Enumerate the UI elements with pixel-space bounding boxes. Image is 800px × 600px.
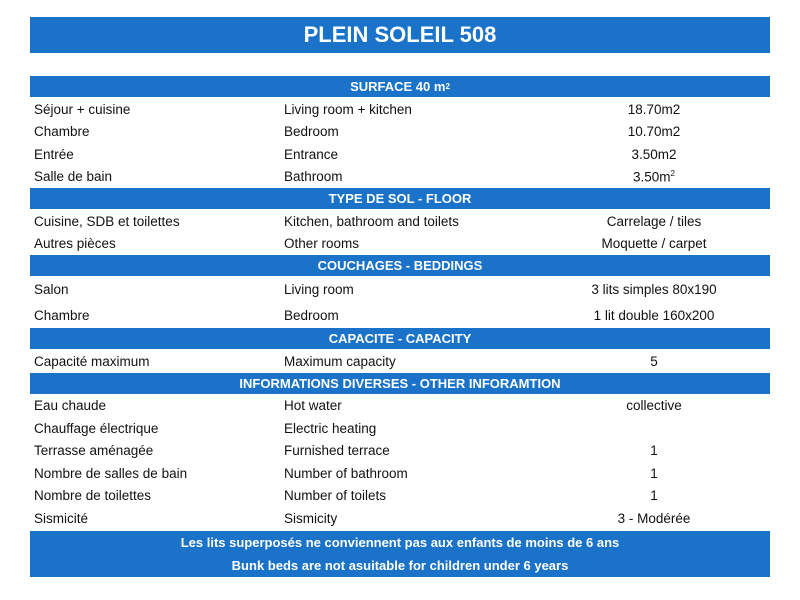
- table-row: [30, 166, 770, 189]
- value: 18.70m2: [627, 101, 681, 117]
- surface-header-sup: 2: [445, 82, 450, 91]
- label-en: Kitchen, bathroom and toilets: [284, 213, 459, 229]
- value: 5: [650, 353, 658, 369]
- footer-line-en: Bunk beds are not asuitable for children under 6 years: [231, 557, 569, 573]
- label-en: Furnished terrace: [284, 443, 390, 459]
- label-en: Number of bathroom: [284, 465, 408, 481]
- label-en: Bathroom: [284, 169, 343, 185]
- surface-header-text: SURFACE 40 m: [350, 79, 446, 94]
- label-en: Electric heating: [284, 420, 377, 436]
- value: 1 lit double 160x200: [593, 307, 715, 323]
- value: 1: [650, 488, 658, 504]
- footer-notice: [30, 531, 770, 577]
- table-row: [30, 462, 770, 485]
- label-en: Number of toilets: [284, 488, 387, 504]
- table-row: [30, 507, 770, 530]
- label-en: Hot water: [284, 398, 342, 414]
- table-row: [30, 121, 770, 144]
- table-row: [30, 417, 770, 440]
- value-sup: 2: [670, 169, 675, 178]
- table-row: [30, 98, 770, 121]
- label-fr: Cuisine, SDB et toilettes: [34, 213, 180, 229]
- value: 1: [650, 465, 658, 481]
- label-fr: Entrée: [34, 146, 74, 162]
- table-row: [30, 143, 770, 166]
- label-en: Living room: [284, 282, 354, 298]
- label-fr: Salon: [34, 282, 69, 298]
- label-fr: Nombre de toilettes: [34, 488, 152, 504]
- value: Moquette / carpet: [601, 236, 707, 252]
- label-fr: Chauffage électrique: [34, 420, 159, 436]
- label-en: Bedroom: [284, 124, 339, 140]
- table-row: [30, 277, 770, 303]
- label-fr: Eau chaude: [34, 398, 107, 414]
- section-header-floor: TYPE DE SOL - FLOOR: [30, 188, 770, 209]
- page-title: PLEIN SOLEIL 508: [30, 17, 770, 53]
- label-fr: Séjour + cuisine: [34, 101, 131, 117]
- value: 1: [650, 443, 658, 459]
- label-en: Entrance: [284, 146, 339, 162]
- label-en: Living room + kitchen: [284, 101, 412, 117]
- table-row: [30, 233, 770, 256]
- label-fr: Chambre: [34, 307, 90, 323]
- table-row: [30, 440, 770, 463]
- value: collective: [626, 398, 682, 414]
- label-fr: Autres pièces: [34, 236, 116, 252]
- value: 3.50m2: [631, 146, 677, 162]
- value-text: 3.50m: [633, 169, 671, 185]
- table-row: [30, 485, 770, 508]
- label-fr: Salle de bain: [34, 169, 113, 185]
- label-en: Bedroom: [284, 307, 339, 323]
- label-fr: Terrasse aménagée: [34, 443, 154, 459]
- label-fr: Capacité maximum: [34, 353, 150, 369]
- table-row: [30, 395, 770, 418]
- footer-line-fr: Les lits superposés ne conviennent pas aux enfants de moins de 6 ans: [180, 534, 620, 550]
- label-fr: Sismicité: [34, 510, 89, 526]
- table-row: [30, 303, 770, 329]
- label-fr: Nombre de salles de bain: [34, 465, 188, 481]
- label-en: Sismicity: [284, 510, 338, 526]
- value: 3 - Modérée: [617, 510, 691, 526]
- section-header-surface: [30, 76, 770, 97]
- table-row: [30, 350, 770, 373]
- value: [574, 169, 770, 185]
- info-table: [30, 76, 770, 577]
- section-header-beddings: COUCHAGES - BEDDINGS: [30, 255, 770, 276]
- value: Carrelage / tiles: [606, 213, 702, 229]
- section-header-capacity: CAPACITE - CAPACITY: [30, 328, 770, 349]
- value: 3 lits simples 80x190: [591, 282, 717, 298]
- section-header-misc: INFORMATIONS DIVERSES - OTHER INFORAMTION: [30, 373, 770, 394]
- table-row: [30, 210, 770, 233]
- label-fr: Chambre: [34, 124, 90, 140]
- value: 10.70m2: [627, 124, 681, 140]
- label-en: Maximum capacity: [284, 353, 396, 369]
- label-en: Other rooms: [284, 236, 360, 252]
